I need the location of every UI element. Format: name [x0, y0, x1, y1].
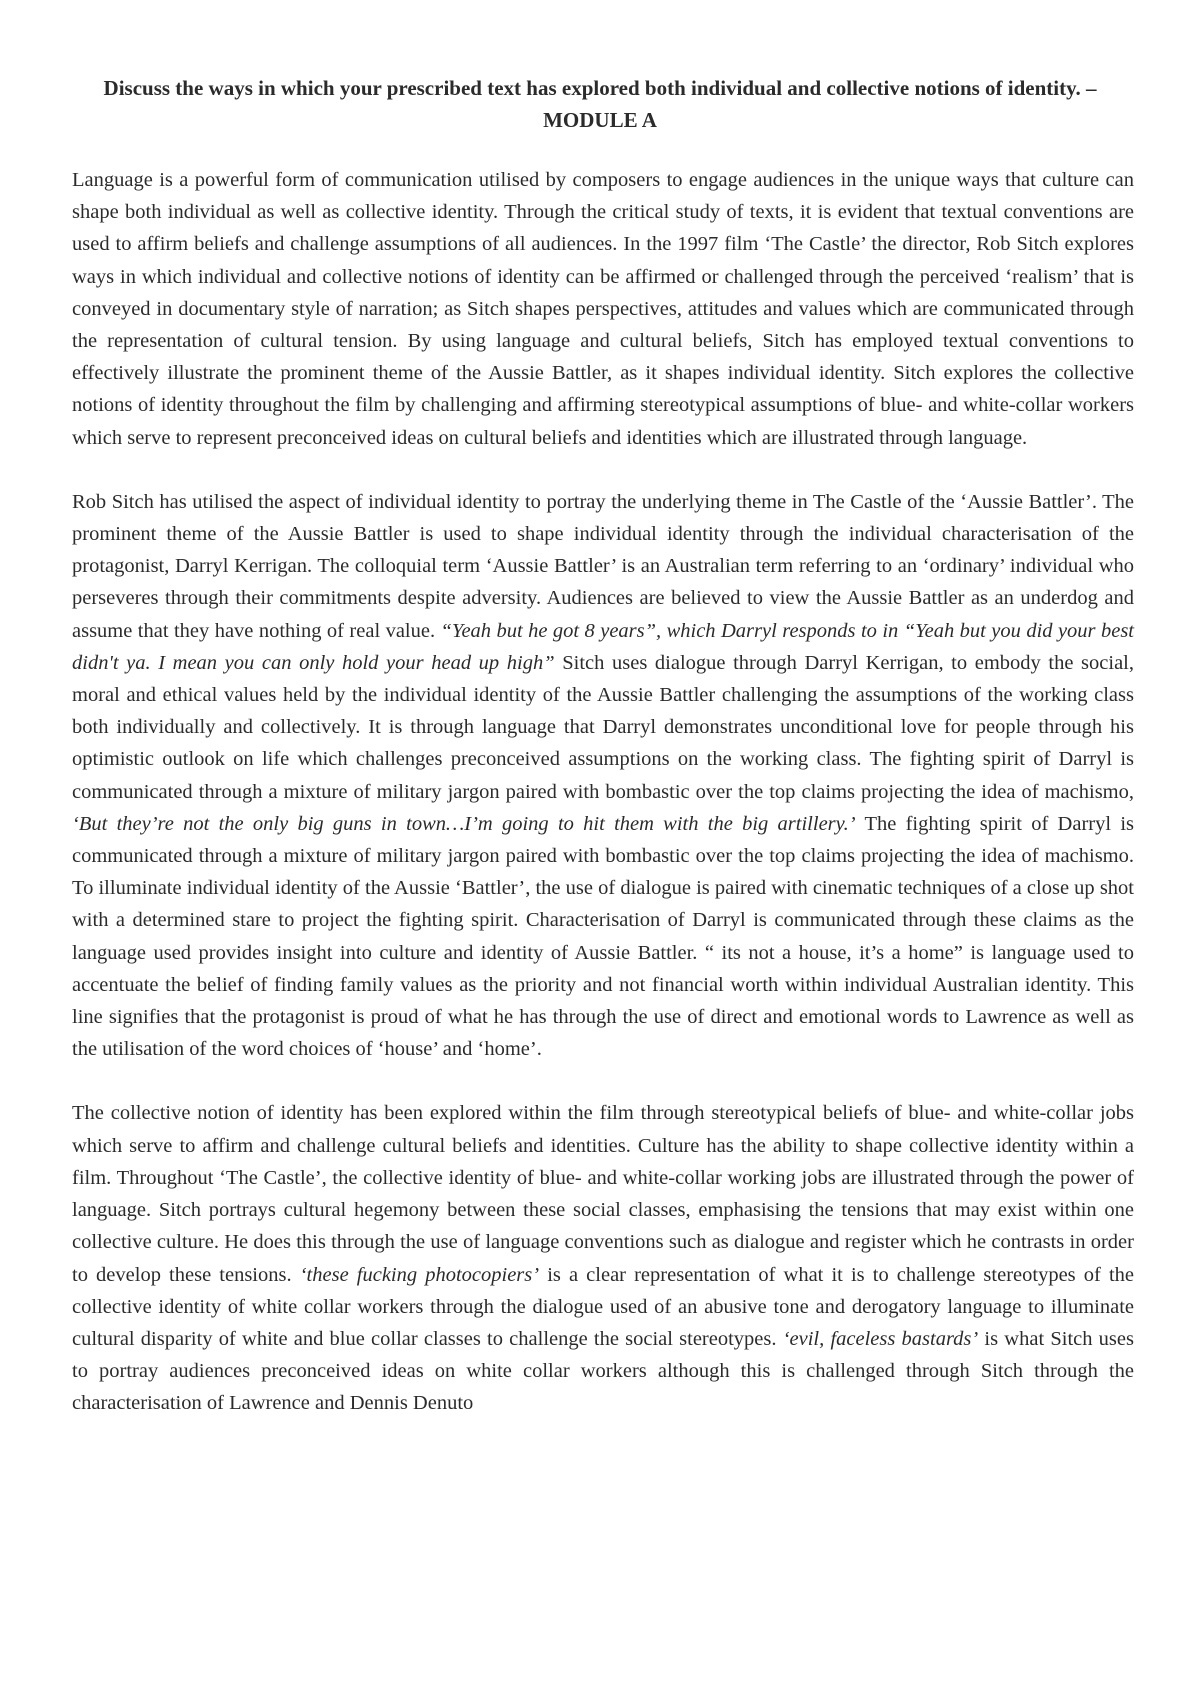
paragraph-collective-identity — [72, 1097, 1134, 1419]
quote-yeah-but: “Yeah but he got 8 years”, which Darryl responds to in “Yeah but you did your best didn't ya. I mean you can only hold your head up high” — [72, 619, 1134, 674]
paragraph-individual-identity — [72, 486, 1134, 1066]
text-run: The collective notion of identity has been explored within the film through stereotypical beliefs of blue- and white-collar jobs which serve to affirm and challenge cultural beliefs and identities. Culture has the ability to shape collective identity within a film. Throughout ‘The Castle’, the collective identity of blue- and white-collar working jobs are illustrated through the power of language. Sitch portrays cultural hegemony between these social classes, emphasising the tensions that may exist within one collective culture. He does this through the use of language conventions such as dialogue and register which he contrasts in order to develop these tensions. — [72, 1102, 1134, 1286]
text-run: is a clear representation of what it is to challenge stereotypes of the collective identity of white collar workers through the dialogue used of an abusive tone and derogatory language to illuminate cultural disparity of white and blue collar classes to challenge the social stereotypes. — [72, 1263, 1134, 1350]
text-run: The fighting spirit of Darryl is communicated through a mixture of military jargon paired with bombastic over the top claims projecting the idea of machismo. To illuminate individual identity of the Aussie ‘Battler’, the use of dialogue is paired with cinematic techniques of a close up shot with a determined stare to project the fighting spirit. Characterisation of Darryl is communicated through these claims as the language used provides insight into culture and identity of Aussie Battler. “ its not a house, it’s a home” is language used to accentuate the belief of finding family values as the priority and not financial worth within individual Australian identity. This line signifies that the protagonist is proud of what he has through the use of direct and emotional words to Lawrence as well as the utilisation of the word choices of ‘house’ and ‘home’. — [72, 812, 1134, 1061]
text-run: Language is a powerful form of communication utilised by composers to engage audiences in the unique ways that culture can shape both individual as well as collective identity. Through the critical study of texts, it is evident that textual conventions are used to affirm beliefs and challenge assumptions of all audiences. In the 1997 film ‘The Castle’ the director, Rob Sitch explores ways in which individual and collective notions of identity can be affirmed or challenged through the perceived ‘realism’ that is conveyed in documentary style of narration; as Sitch shapes perspectives, attitudes and values which are communicated through the representation of cultural tension. By using language and cultural beliefs, Sitch has employed textual conventions to effectively illustrate the prominent theme of the Aussie Battler, as it shapes individual identity. Sitch explores the collective notions of identity throughout the film by challenging and affirming stereotypical assumptions of blue- and white-collar workers which serve to represent preconceived ideas on cultural beliefs and identities which are illustrated through language. — [72, 169, 1134, 449]
essay-title: Discuss the ways in which your prescribed text has explored both individual and collective notions of identity. – MODULE A — [103, 76, 1097, 132]
quote-photocopiers: ‘these fucking photocopiers’ — [299, 1263, 540, 1286]
essay-body — [72, 164, 1134, 1452]
text-run: is what Sitch uses to portray audiences preconceived ideas on white collar workers although this is challenged through Sitch through the characterisation of Lawrence and Dennis Denuto — [72, 1327, 1134, 1415]
quote-faceless-bastards: ‘evil, faceless bastards’ — [782, 1327, 979, 1350]
quote-big-guns: ‘But they’re not the only big guns in town…I’m going to hit them with the big artillery.’ — [72, 812, 856, 835]
text-run: Sitch uses dialogue through Darryl Kerrigan, to embody the social, moral and ethical values held by the individual identity of the Aussie Battler challenging the assumptions of the working class both individually and collectively. It is through language that Darryl demonstrates unconditional love for people through his optimistic outlook on life which challenges preconceived assumptions on the working class. The fighting spirit of Darryl is communicated through a mixture of military jargon paired with bombastic over the top claims projecting the idea of machismo, — [72, 651, 1134, 803]
text-run: Rob Sitch has utilised the aspect of individual identity to portray the underlying theme in The Castle of the ‘Aussie Battler’. The prominent theme of the Aussie Battler is used to shape individual identity through the individual characterisation of the protagonist, Darryl Kerrigan. The colloquial term ‘Aussie Battler’ is an Australian term referring to an ‘ordinary’ individual who perseveres through their commitments despite adversity. Audiences are believed to view the Aussie Battler as an underdog and assume that they have nothing of real value. — [72, 490, 1134, 642]
paragraph-introduction — [72, 164, 1134, 454]
